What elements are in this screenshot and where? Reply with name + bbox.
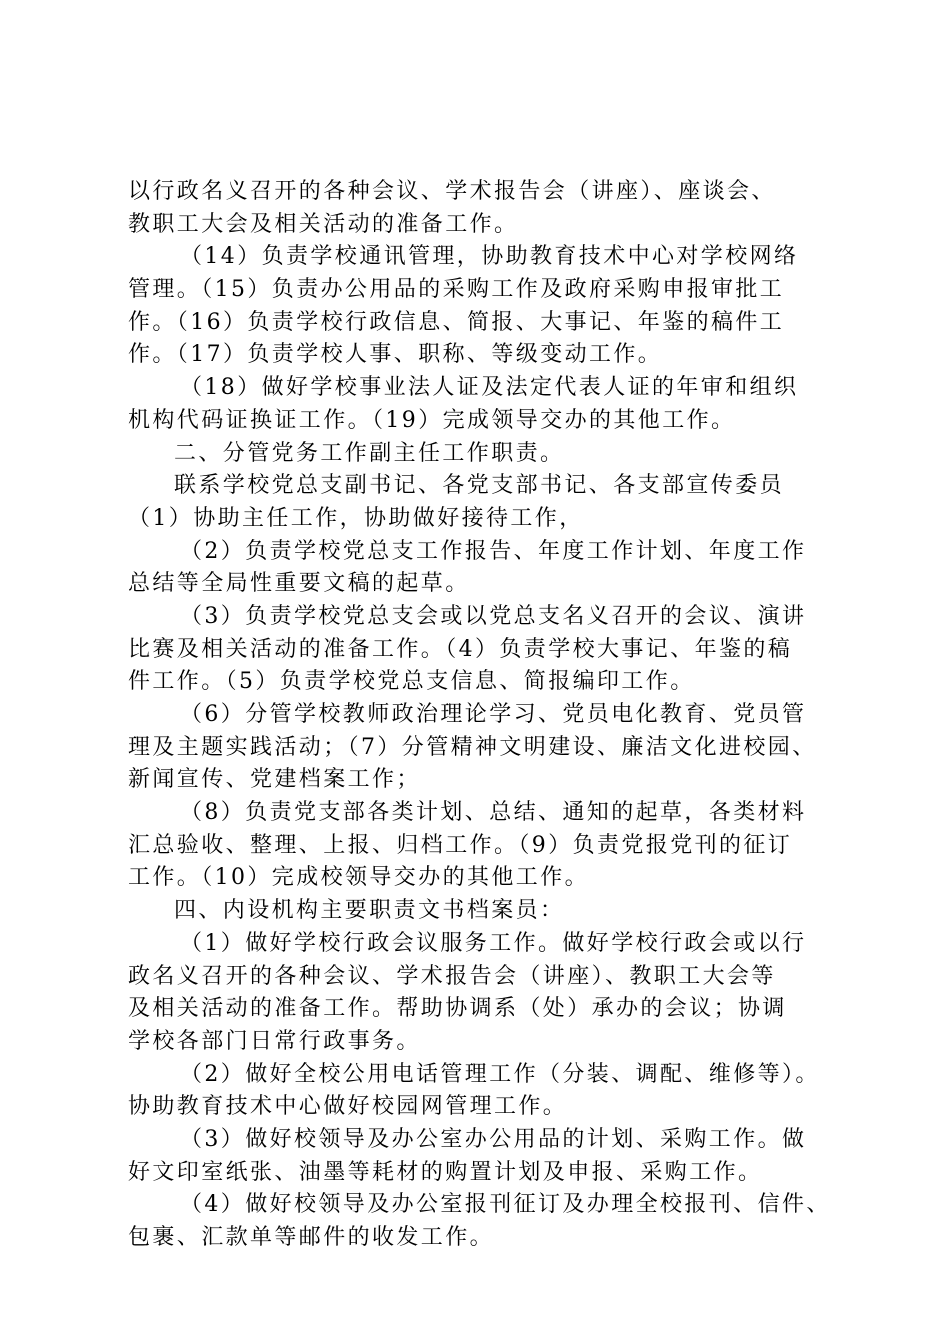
text-line: 机构代码证换证工作。（19）完成领导交办的其他工作。	[128, 407, 736, 433]
section-heading: 二、分管党务工作副主任工作职责。	[174, 440, 565, 466]
text-line: 工作。（10）完成校领导交办的其他工作。	[128, 865, 589, 891]
text-line: 及相关活动的准备工作。帮助协调系（处）承办的会议；协调	[128, 996, 787, 1022]
text-line: （14）负责学校通讯管理，协助教育技术中心对学校网络	[180, 244, 799, 270]
text-line: （6）分管学校教师政治理论学习、党员电化教育、党员管	[180, 702, 807, 727]
text-line: （3）负责学校党总支会或以党总支名义召开的会议、演讲	[180, 603, 807, 629]
text-line: 联系学校党总支副书记、各党支部书记、各支部宣传委员	[174, 473, 785, 499]
text-line: 比赛及相关活动的准备工作。（4）负责学校大事记、年鉴的稿	[128, 636, 793, 662]
text-line: （2）负责学校党总支工作报告、年度工作计划、年度工作	[180, 538, 807, 564]
text-line: （1）做好学校行政会议服务工作。做好学校行政会或以行	[180, 930, 807, 956]
text-line: （2）做好全校公用电话管理工作（分装、调配、维修等）。	[180, 1061, 820, 1087]
text-line: 包裹、汇款单等邮件的收发工作。	[128, 1225, 495, 1250]
text-line: （8）负责党支部各类计划、总结、通知的起草，各类材料	[180, 800, 807, 826]
text-line: 作。（16）负责学校行政信息、简报、大事记、年鉴的稿件工	[128, 309, 785, 335]
text-line: 件工作。（5）负责学校党总支信息、简报编印工作。	[128, 669, 695, 695]
text-line: 学校各部门日常行政事务。	[128, 1028, 421, 1054]
text-line: 总结等全局性重要文稿的起草。	[128, 571, 470, 597]
section-heading: 四、内设机构主要职责文书档案员：	[174, 898, 565, 924]
text-line: 管理。（15）负责办公用品的采购工作及政府采购申报审批工	[128, 277, 785, 303]
text-line: （3）做好校领导及办公室办公用品的计划、采购工作。做	[180, 1126, 807, 1152]
text-line: 理及主题实践活动；（7）分管精神文明建设、廉洁文化进校园、	[128, 734, 817, 760]
text-line: 政名义召开的各种会议、学术报告会（讲座）、教职工大会等	[128, 963, 776, 989]
text-line: （1）协助主任工作，协助做好接待工作，	[128, 505, 584, 531]
text-line: 教职工大会及相关活动的准备工作。	[128, 211, 519, 237]
text-line: （18）做好学校事业法人证及法定代表人证的年审和组织	[180, 375, 799, 401]
text-line: 汇总验收、整理、上报、归档工作。（9）负责党报党刊的征订	[128, 832, 793, 858]
text-line: 作。（17）负责学校人事、职称、等级变动工作。	[128, 342, 663, 368]
text-line: 好文印室纸张、油墨等耗材的购置计划及申报、采购工作。	[128, 1159, 763, 1185]
text-line: 以行政名义召开的各种会议、学术报告会（讲座）、座谈会、	[128, 179, 776, 204]
text-line: 协助教育技术中心做好校园网管理工作。	[128, 1094, 568, 1120]
text-line: 新闻宣传、党建档案工作；	[128, 767, 421, 793]
document-body	[128, 176, 848, 1255]
text-line: （4）做好校领导及办公室报刊征订及办理全校报刊、信件、	[180, 1192, 831, 1218]
